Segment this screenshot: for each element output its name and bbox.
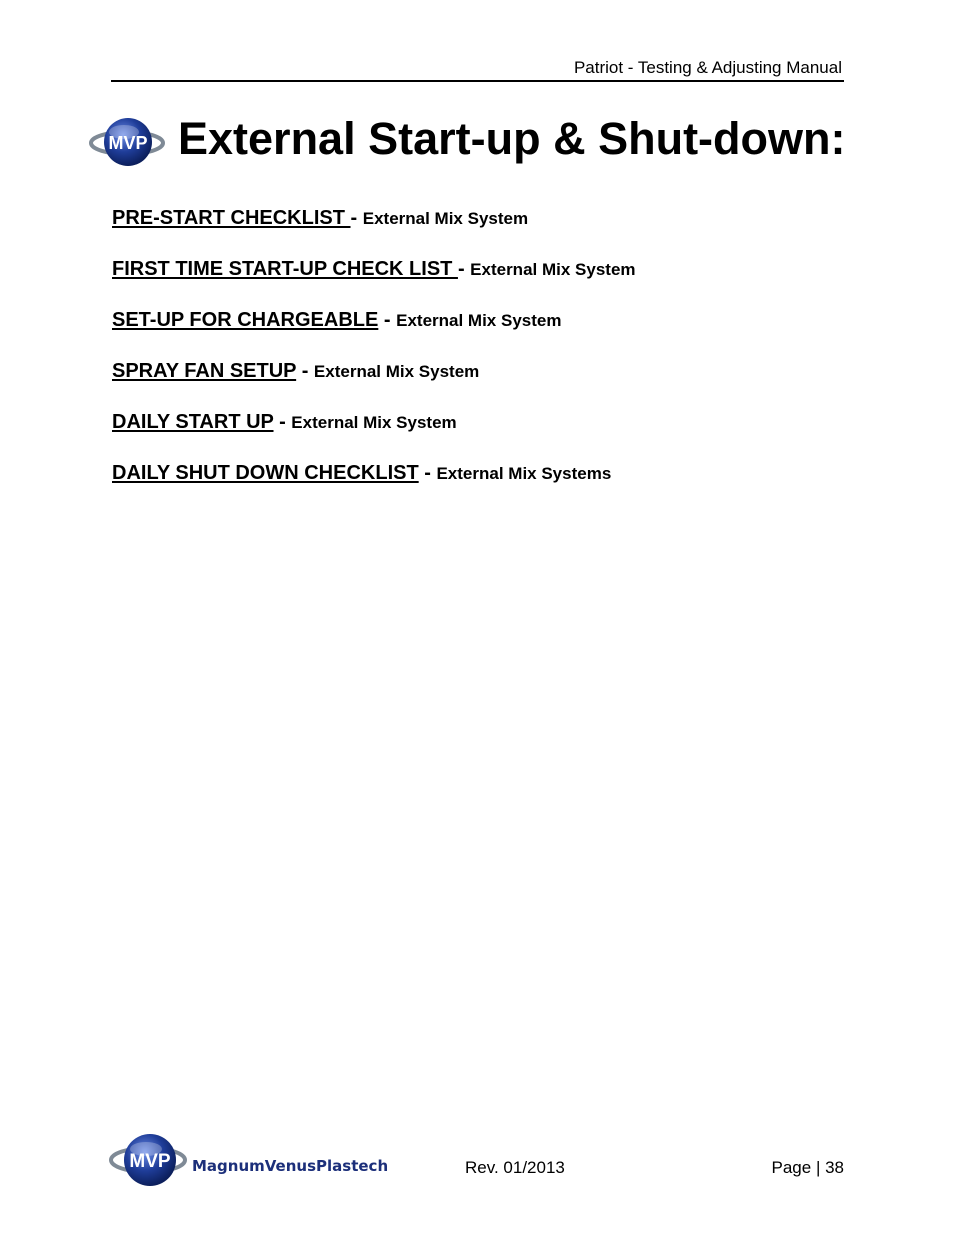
link-description: External Mix System <box>470 260 636 279</box>
link-separator: - <box>418 462 437 484</box>
list-item <box>112 357 852 408</box>
link-separator: - <box>296 360 314 382</box>
link-separator: - <box>457 258 471 280</box>
header-text: Patriot - Testing & Adjusting Manual <box>573 58 842 77</box>
footer-page-number: Page | 38 <box>771 1158 844 1177</box>
link-separator: - <box>350 207 363 229</box>
list-item <box>112 459 852 510</box>
page-header <box>111 56 844 82</box>
link-pre-start-checklist[interactable]: PRE-START CHECKLIST <box>112 207 351 229</box>
link-daily-shut-down-checklist[interactable]: DAILY SHUT DOWN CHECKLIST <box>112 462 419 484</box>
link-description: External Mix System <box>313 362 480 381</box>
page-title: External Start-up & Shut-down: <box>178 113 846 164</box>
logo-text: MVP <box>108 133 148 153</box>
footer-brand: MagnumVenusPlastech <box>192 1157 389 1175</box>
page-footer <box>108 1128 848 1194</box>
link-description: External Mix System <box>291 413 457 432</box>
list-item <box>112 408 852 459</box>
link-separator: - <box>378 309 397 331</box>
link-set-up-for-chargeable[interactable]: SET-UP FOR CHARGEABLE <box>112 309 379 331</box>
mvp-logo-icon <box>88 112 166 172</box>
checklist-links <box>112 204 852 510</box>
link-description: External Mix System <box>362 209 529 228</box>
footer-logo-text: MVP <box>129 1151 171 1172</box>
list-item <box>112 204 852 255</box>
link-first-time-start-up-check-list[interactable]: FIRST TIME START-UP CHECK LIST <box>112 258 458 280</box>
magnum-venus-plastech-logo-icon <box>108 1128 398 1194</box>
list-item <box>112 306 852 357</box>
link-description: External Mix Systems <box>436 464 612 483</box>
list-item <box>112 255 852 306</box>
link-separator: - <box>273 411 292 433</box>
link-description: External Mix System <box>396 311 562 330</box>
title-row <box>88 108 908 172</box>
footer-revision: Rev. 01/2013 <box>465 1158 565 1177</box>
link-spray-fan-setup[interactable]: SPRAY FAN SETUP <box>112 360 297 382</box>
link-daily-start-up[interactable]: DAILY START UP <box>112 411 274 433</box>
